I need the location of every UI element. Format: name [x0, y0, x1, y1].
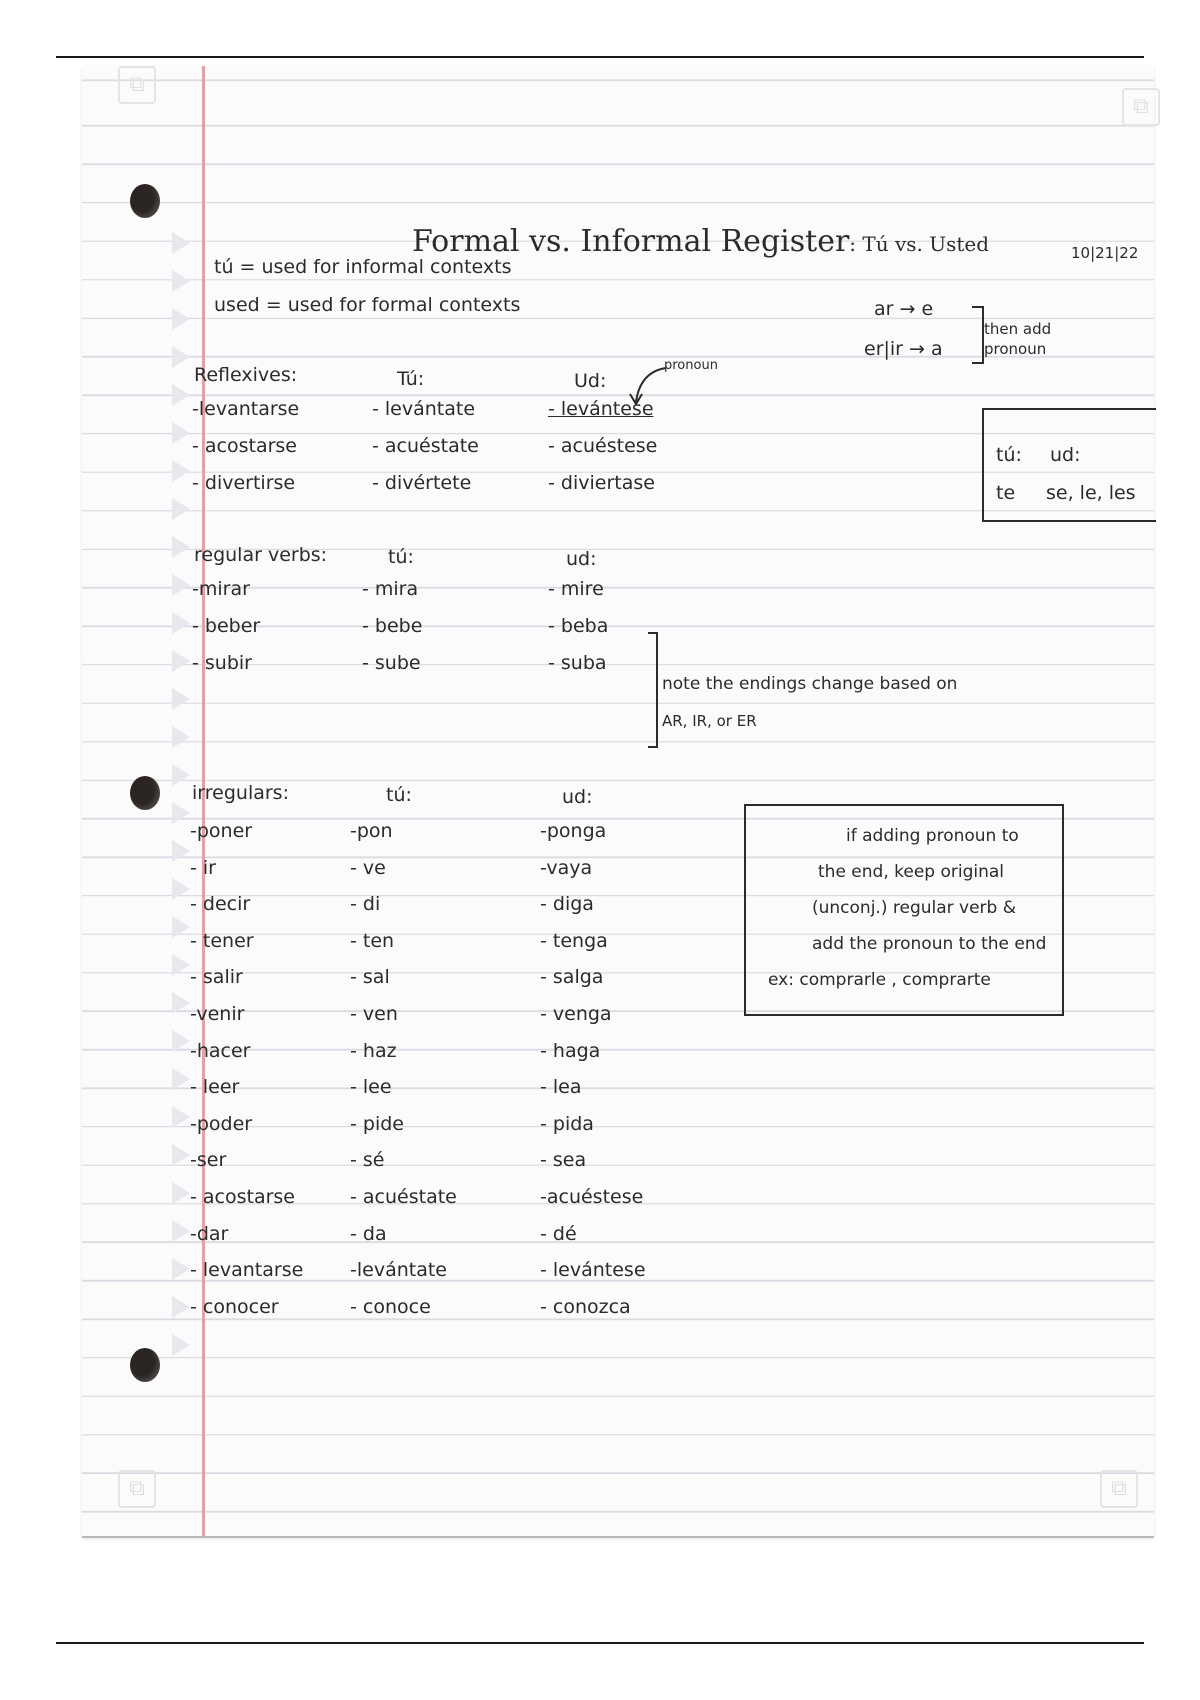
title-sub: : Tú vs. Usted — [849, 232, 990, 256]
margin-arrow-icon — [172, 498, 190, 520]
irregulars-tu-form: - conoce — [350, 1295, 431, 1318]
title-main: Formal vs. Informal Register — [412, 224, 850, 259]
irregulars-tu-form: - sé — [350, 1149, 385, 1172]
regular-tu-form: - bebe — [362, 615, 423, 637]
margin-arrow-icon — [172, 1144, 190, 1166]
irregulars-col-ud: ud: — [562, 786, 593, 808]
margin-arrow-icon — [172, 840, 190, 862]
endings-bracket — [972, 306, 984, 364]
margin-arrow-icon — [172, 992, 190, 1014]
ending-ar: ar → e — [874, 298, 934, 320]
irregulars-verb: -venir — [190, 1003, 245, 1025]
reflexives-col-tu: Tú: — [397, 368, 425, 390]
corner-mark-icon: ⧉ — [118, 1470, 156, 1508]
irregulars-verb: - acostarse — [190, 1186, 296, 1208]
margin-arrow-icon — [172, 650, 190, 672]
irregulars-ud-form: - venga — [540, 1003, 612, 1025]
irregulars-tu-form: -levántate — [350, 1259, 447, 1282]
margin-arrow-icon — [172, 726, 190, 748]
irregulars-ud-form: - salga — [540, 966, 604, 989]
irregulars-tu-form: - ven — [350, 1003, 398, 1025]
irregulars-verb: -poder — [190, 1112, 253, 1135]
tip-line1: if adding pronoun to — [846, 826, 1019, 846]
reflexives-ud-form: - acuéstese — [548, 435, 658, 457]
margin-arrow-icon — [172, 1068, 190, 1090]
corner-mark-icon: ⧉ — [1122, 88, 1160, 126]
pronoun-box-tu-value: te — [996, 482, 1016, 504]
tip-line5: ex: comprarle , comprarte — [768, 970, 991, 990]
regular-verb: - beber — [192, 615, 261, 637]
reflexives-col-ud: Ud: — [574, 370, 607, 392]
regular-col-ud: ud: — [566, 548, 597, 570]
margin-arrow-icon — [172, 1296, 190, 1318]
irregulars-tu-form: - acuéstate — [350, 1186, 457, 1208]
punch-hole — [130, 1348, 160, 1382]
margin-arrow-icon — [172, 1220, 190, 1242]
top-rule — [56, 56, 1144, 58]
irregulars-verb: -poner — [190, 820, 253, 842]
irregulars-ud-form: - levántese — [540, 1259, 646, 1282]
margin-arrow-icon — [172, 270, 190, 292]
margin-arrow-icon — [172, 954, 190, 976]
tip-line2: the end, keep original — [818, 862, 1005, 882]
irregulars-ud-form: - tenga — [540, 929, 608, 952]
regular-ud-form: - mire — [548, 578, 604, 600]
irregulars-tu-form: -pon — [350, 820, 393, 842]
margin-arrow-icon — [172, 916, 190, 938]
ending-erir: er|ir → a — [864, 338, 943, 360]
irregulars-tu-form: - ve — [350, 856, 386, 879]
regular-col-tu: tú: — [388, 546, 414, 568]
reflexives-heading: Reflexives: — [194, 364, 298, 386]
irregulars-tu-form: - da — [350, 1222, 387, 1245]
punch-hole — [130, 776, 160, 810]
irregulars-tu-form: - di — [350, 893, 381, 916]
margin-arrow-icon — [172, 1182, 190, 1204]
irregulars-ud-form: -ponga — [540, 820, 607, 842]
irregulars-verb: - decir — [190, 893, 251, 916]
regular-ud-form: - beba — [548, 615, 609, 637]
irregulars-tu-form: - ten — [350, 929, 395, 952]
regular-ud-form: - suba — [548, 652, 607, 674]
pronoun-label: pronoun — [984, 340, 1047, 358]
irregulars-heading: irregulars: — [192, 782, 289, 804]
irregulars-ud-form: - diga — [540, 893, 594, 916]
margin-arrow-icon — [172, 1334, 190, 1356]
margin-arrow-icon — [172, 612, 190, 634]
irregulars-ud-form: - dé — [540, 1222, 577, 1245]
margin-arrow-icon — [172, 346, 190, 368]
corner-mark-icon: ⧉ — [1100, 1470, 1138, 1508]
reflexives-tu-form: - levántate — [372, 398, 476, 420]
pronoun-annotation: pronoun — [664, 358, 718, 373]
notebook-page — [82, 66, 1154, 1538]
tu-definition: tú = used for informal contexts — [214, 256, 512, 278]
tip-line4: add the pronoun to the end — [812, 934, 1047, 954]
margin-arrow-icon — [172, 308, 190, 330]
irregulars-verb: - conocer — [190, 1295, 279, 1318]
irregulars-ud-form: - conozca — [540, 1295, 631, 1318]
reflexives-ud-form: - levántese — [548, 398, 654, 420]
corner-mark-icon: ⧉ — [118, 66, 156, 104]
margin-arrow-icon — [172, 460, 190, 482]
then-add-label: then add — [984, 320, 1052, 338]
regular-note-line1: note the endings change based on — [662, 674, 958, 694]
irregulars-ud-form: - pida — [540, 1112, 594, 1135]
regular-verb: - subir — [192, 652, 252, 674]
irregulars-verb: - tener — [190, 929, 254, 952]
irregulars-verb: - ir — [190, 856, 216, 879]
reflexives-ud-form: - diviertase — [548, 472, 655, 494]
bottom-rule — [56, 1642, 1144, 1644]
irregulars-verb: - salir — [190, 966, 243, 989]
regular-tu-form: - mira — [362, 578, 419, 600]
irregulars-tu-form: - lee — [350, 1076, 392, 1099]
regular-verb: -mirar — [192, 578, 250, 600]
reflexives-verb: - acostarse — [192, 435, 298, 457]
margin-arrow-icon — [172, 1106, 190, 1128]
margin-arrow-icon — [172, 1030, 190, 1052]
reflexives-tu-form: - acuéstate — [372, 435, 479, 457]
punch-hole — [130, 184, 160, 218]
irregulars-verb: -dar — [190, 1222, 229, 1245]
pronoun-box-ud-value: se, le, les — [1046, 482, 1136, 504]
margin-arrow-icon — [172, 802, 190, 824]
irregulars-verb: - leer — [190, 1076, 240, 1099]
margin-arrow-icon — [172, 536, 190, 558]
margin-arrow-icon — [172, 688, 190, 710]
irregulars-ud-form: - sea — [540, 1149, 587, 1172]
irregulars-ud-form: -acuéstese — [540, 1186, 644, 1208]
reflexives-verb: -levantarse — [192, 398, 300, 420]
pronoun-box-ud-label: ud: — [1050, 444, 1081, 466]
margin-arrow-icon — [172, 422, 190, 444]
page-title — [412, 224, 989, 259]
usted-definition: used = used for formal contexts — [214, 294, 521, 316]
irregulars-ud-form: - haga — [540, 1039, 601, 1062]
regular-bracket — [648, 632, 658, 748]
irregulars-tu-form: - sal — [350, 966, 390, 989]
pronoun-box-tu-label: tú: — [996, 444, 1022, 466]
irregulars-col-tu: tú: — [386, 784, 412, 806]
margin-arrow-icon — [172, 878, 190, 900]
regular-note-line2: AR, IR, or ER — [662, 712, 757, 730]
reflexives-verb: - divertirse — [192, 472, 296, 494]
reflexives-tu-form: - divértete — [372, 472, 472, 494]
regular-tu-form: - sube — [362, 652, 421, 674]
regular-heading: regular verbs: — [194, 544, 328, 566]
page-date: 10|21|22 — [1071, 244, 1139, 262]
irregulars-verb: -hacer — [190, 1039, 251, 1062]
irregulars-ud-form: - lea — [540, 1076, 582, 1099]
margin-arrow-icon — [172, 232, 190, 254]
margin-arrow-icon — [172, 384, 190, 406]
irregulars-ud-form: -vaya — [540, 856, 593, 879]
irregulars-tu-form: - pide — [350, 1112, 404, 1135]
margin-arrow-icon — [172, 764, 190, 786]
irregulars-tu-form: - haz — [350, 1039, 397, 1062]
margin-arrow-icon — [172, 574, 190, 596]
margin-arrow-icon — [172, 1258, 190, 1280]
tip-line3: (unconj.) regular verb & — [812, 898, 1016, 918]
irregulars-verb: -ser — [190, 1149, 227, 1172]
irregulars-verb: - levantarse — [190, 1259, 304, 1282]
